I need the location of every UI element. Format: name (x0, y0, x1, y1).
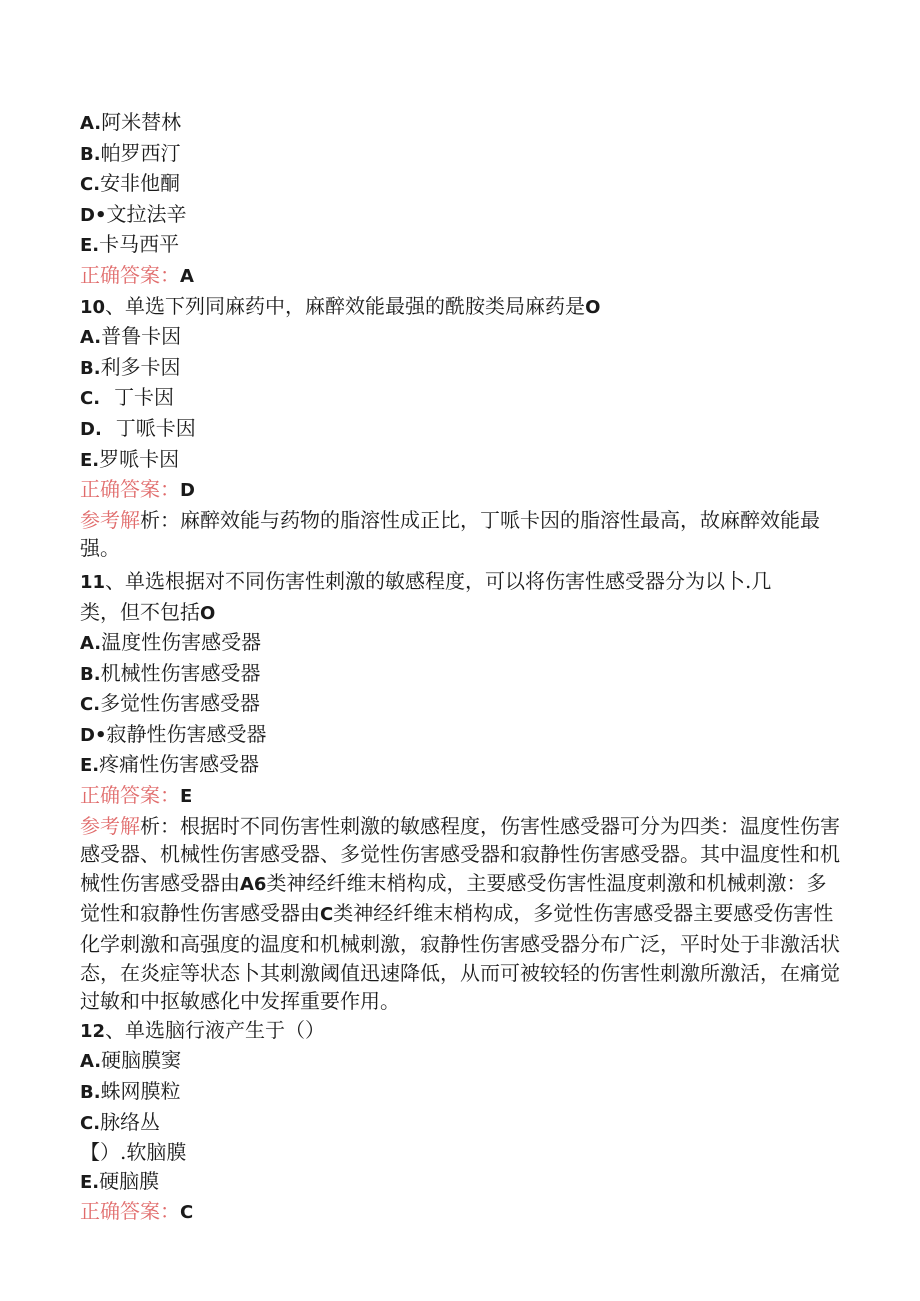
option-d: 【）.软脑膜 (80, 1140, 187, 1165)
analysis-paragraph (80, 812, 840, 1016)
analysis-text-1: 根据时不同伤害性刺激的敏感程度，伤害性感受器可分为四类：温度性伤害感受器、机械性伤害感受器、多觉性伤害感受器和寂静性伤害感受器。其中温度性和机械性伤害感受器由 (80, 813, 840, 895)
analysis-text-3: 类神经纤维末梢构成，多觉性伤害感受器主要感受伤害性化学刺激和高强度的温度和机械刺激，寂静性伤害感受器分布广泛，平时处于非激活状态，在炎症等状态卜其刺激阈值迅速降低，从而可被较轻的伤害性刺激所激活，在痛觉过敏和中抠敏感化中发挥重要作用。 (80, 901, 840, 1014)
question-stem: 11、单选根据对不同伤害性刺激的敏感程度，可以将伤害性感受器分为以卜.几 (80, 568, 772, 593)
question-number: 10 (80, 296, 106, 318)
answer-value: E (180, 786, 193, 808)
analysis-fiber-a: A6 (240, 873, 267, 895)
question-9 (80, 108, 840, 292)
question-stem-continued: 类，但不包括O (80, 599, 216, 624)
option-b: B.帕罗西汀 (80, 140, 181, 165)
option-c: C.多觉性伤害感受器 (80, 691, 261, 716)
question-stem: 10、单选下列同麻药中，麻醉效能最强的酰胺类局麻药是O (80, 293, 601, 318)
option-e: E.罗哌卡因 (80, 446, 180, 471)
option-c: C.脉络丛 (80, 1109, 161, 1134)
answer-label: 正确答案： (80, 783, 180, 808)
analysis-text: 麻醉效能与药物的脂溶性成正比，丁哌卡因的脂溶性最高，故麻醉效能最强。 (80, 507, 820, 561)
answer-value: C (180, 1202, 194, 1224)
question-10 (80, 292, 840, 563)
option-a: A.普鲁卡因 (80, 324, 182, 349)
analysis-fiber-c: C (320, 904, 334, 926)
option-b: B.蛛网膜粒 (80, 1079, 181, 1103)
analysis-label: 参考解 (80, 813, 140, 838)
question-number: 11 (80, 571, 106, 593)
option-b: B.利多卡因 (80, 354, 181, 379)
analysis-text-2: 类神经纤维末梢构成，主要感受伤害性温度刺激和机械刺激：多觉性和寂静性伤害感受器由 (80, 870, 827, 926)
answer-label: 正确答案： (80, 477, 180, 502)
answer-line (80, 781, 840, 812)
option-d: D•文拉法辛 (80, 201, 187, 226)
answer-label: 正确答案： (80, 1199, 180, 1224)
option-e: E.卡马西平 (80, 232, 180, 257)
question-11 (80, 567, 840, 1016)
option-c: C.安非他酮 (80, 171, 181, 196)
analysis-label-suffix: 析： (140, 813, 180, 838)
answer-value: A (180, 265, 194, 287)
option-d: D. 丁哌卡因 (80, 415, 196, 440)
question-number: 12 (80, 1020, 106, 1042)
answer-value: D (180, 480, 195, 502)
option-e: E.硬脑膜 (80, 1168, 160, 1193)
analysis-paragraph (80, 506, 840, 563)
answer-line (80, 475, 840, 506)
option-a: A.温度性伤害感受器 (80, 630, 262, 655)
answer-line (80, 1197, 840, 1228)
analysis-label: 参考解 (80, 507, 140, 532)
question-stem: 12、单选脑行液产生于（） (80, 1017, 326, 1042)
analysis-label-suffix: 析： (140, 507, 180, 532)
document-page (80, 108, 840, 1228)
option-b: B.机械性伤害感受器 (80, 660, 261, 685)
question-12 (80, 1016, 840, 1228)
answer-line (80, 261, 840, 292)
option-e: E.疼痛性伤害感受器 (80, 752, 260, 777)
option-a: A.阿米替林 (80, 110, 182, 134)
option-c: C. 丁卡因 (80, 385, 175, 410)
option-d: D•寂静性伤害感受器 (80, 721, 267, 746)
answer-label: 正确答案： (80, 262, 180, 287)
option-a: A.硬脑膜窦 (80, 1048, 182, 1073)
